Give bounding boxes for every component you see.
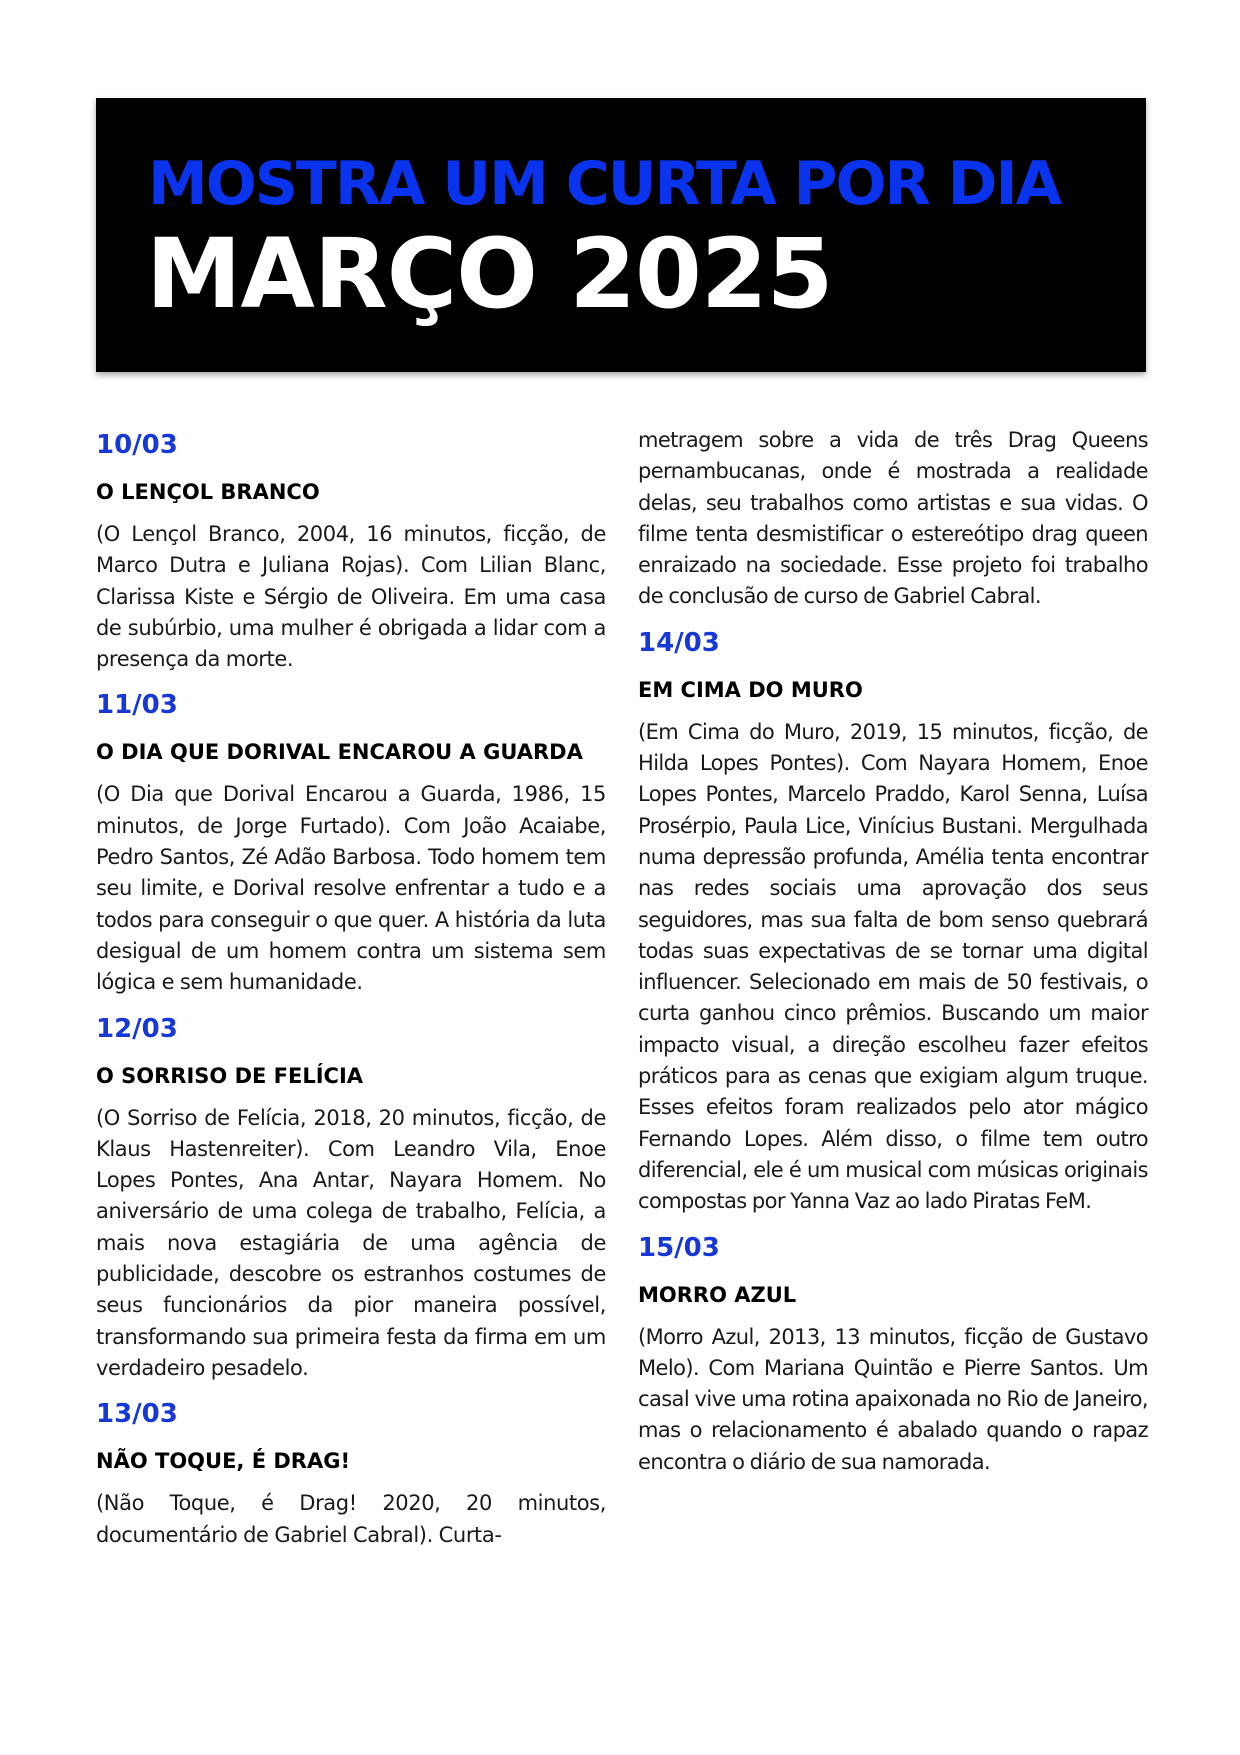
entry-date: 12/03 [96,1013,178,1044]
entry-description-continued: metragem sobre a vida de três Drag Queens pernambucanas, onde é mostrada a realidade delas, seu trabalhos como artistas e sua vidas. O filme tenta desmistificar o estereótipo drag queen enraizado na sociedade. Esse projeto foi trabalho de conclusão de curso de Gabriel Cabral. [638,428,1148,609]
header-title: MOSTRA UM CURTA POR DIA [148,149,1061,219]
entry-title: O DIA QUE DORIVAL ENCAROU A GUARDA [96,740,583,765]
entry-title: O SORRISO DE FELÍCIA [96,1063,364,1088]
entry-title: NÃO TOQUE, É DRAG! [96,1449,351,1474]
entry-description: (Em Cima do Muro, 2019, 15 minutos, ficção, de Hilda Lopes Pontes). Com Nayara Homem, Enoe Lopes Pontes, Marcelo Praddo, Karol Senna, Luísa Prosérpio, Paula Lice, Vinícius Bustani. Mergulhada numa depressão profunda, Amélia tenta encontrar nas redes sociais uma aprovação dos seus seguidores, mas sua falta de bom senso quebrará todas suas expectativas de se tornar uma digital influencer. Selecionado em mais de 50 festivais, o curta ganhou cinco prêmios. Buscando um maior impacto visual, a direção escolheu fazer efeitos práticos para as cenas que exigiam algum truque. Esses efeitos foram realizados pelo ator mágico Fernando Lopes. Além disso, o filme tem outro diferencial, ele é um musical com músicas originais compostas por Yanna Vaz ao lado Piratas FeM. [638,719,1148,1214]
entry-title: EM CIMA DO MURO [638,677,863,702]
entry-date: 13/03 [96,1399,178,1430]
entry-date: 14/03 [638,627,720,658]
entry-description: (O Sorriso de Felícia, 2018, 20 minutos, ficção, de Klaus Hastenreiter). Com Leandro Vila, Enoe Lopes Pontes, Ana Antar, Nayara Homem. No aniversário de uma colega de trabalho, Felícia, a mais nova estagiária de uma agência de publicidade, descobre os estranhos costumes de seus funcionários da pior maneira possível, transformando sua primeira festa da firma em um verdadeiro pesadelo. [96,1105,606,1380]
entry-description: (O Lençol Branco, 2004, 16 minutos, ficção, de Marco Dutra e Juliana Rojas). Com Lilian Blanc, Clarissa Kiste e Sérgio de Oliveira. Em uma casa de subúrbio, uma mulher é obrigada a lidar com a presença da morte. [96,522,606,672]
entry-title: MORRO AZUL [638,1282,797,1307]
header-subtitle: MARÇO 2025 [146,218,833,330]
entry-description: (Morro Azul, 2013, 13 minutos, ficção de Gustavo Melo). Com Mariana Quintão e Pierre Santos. Um casal vive uma rotina apaixonada no Rio de Janeiro, mas o relacionamento é abalado quando o rapaz encontra o diário de sua namorada. [638,1324,1148,1474]
entry-title: O LENÇOL BRANCO [96,480,320,504]
entry-date: 10/03 [96,430,178,460]
entry-description: (O Dia que Dorival Encarou a Guarda, 1986, 15 minutos, de Jorge Furtado). Com João Acaiabe, Pedro Santos, Zé Adão Barbosa. Todo homem tem seu limite, e Dorival resolve enfrentar a tudo e a todos para conseguir o que quer. A história da luta desigual de um homem contra um sistema sem lógica e sem humanidade. [96,782,606,995]
entry-date: 11/03 [96,690,178,721]
header-banner [96,98,1146,372]
right-column [638,425,1148,1478]
entry-date: 15/03 [638,1232,720,1263]
left-column [96,425,606,1551]
entry-description: (Não Toque, é Drag! 2020, 20 minutos, documentário de Gabriel Cabral). Curta- [96,1491,606,1547]
